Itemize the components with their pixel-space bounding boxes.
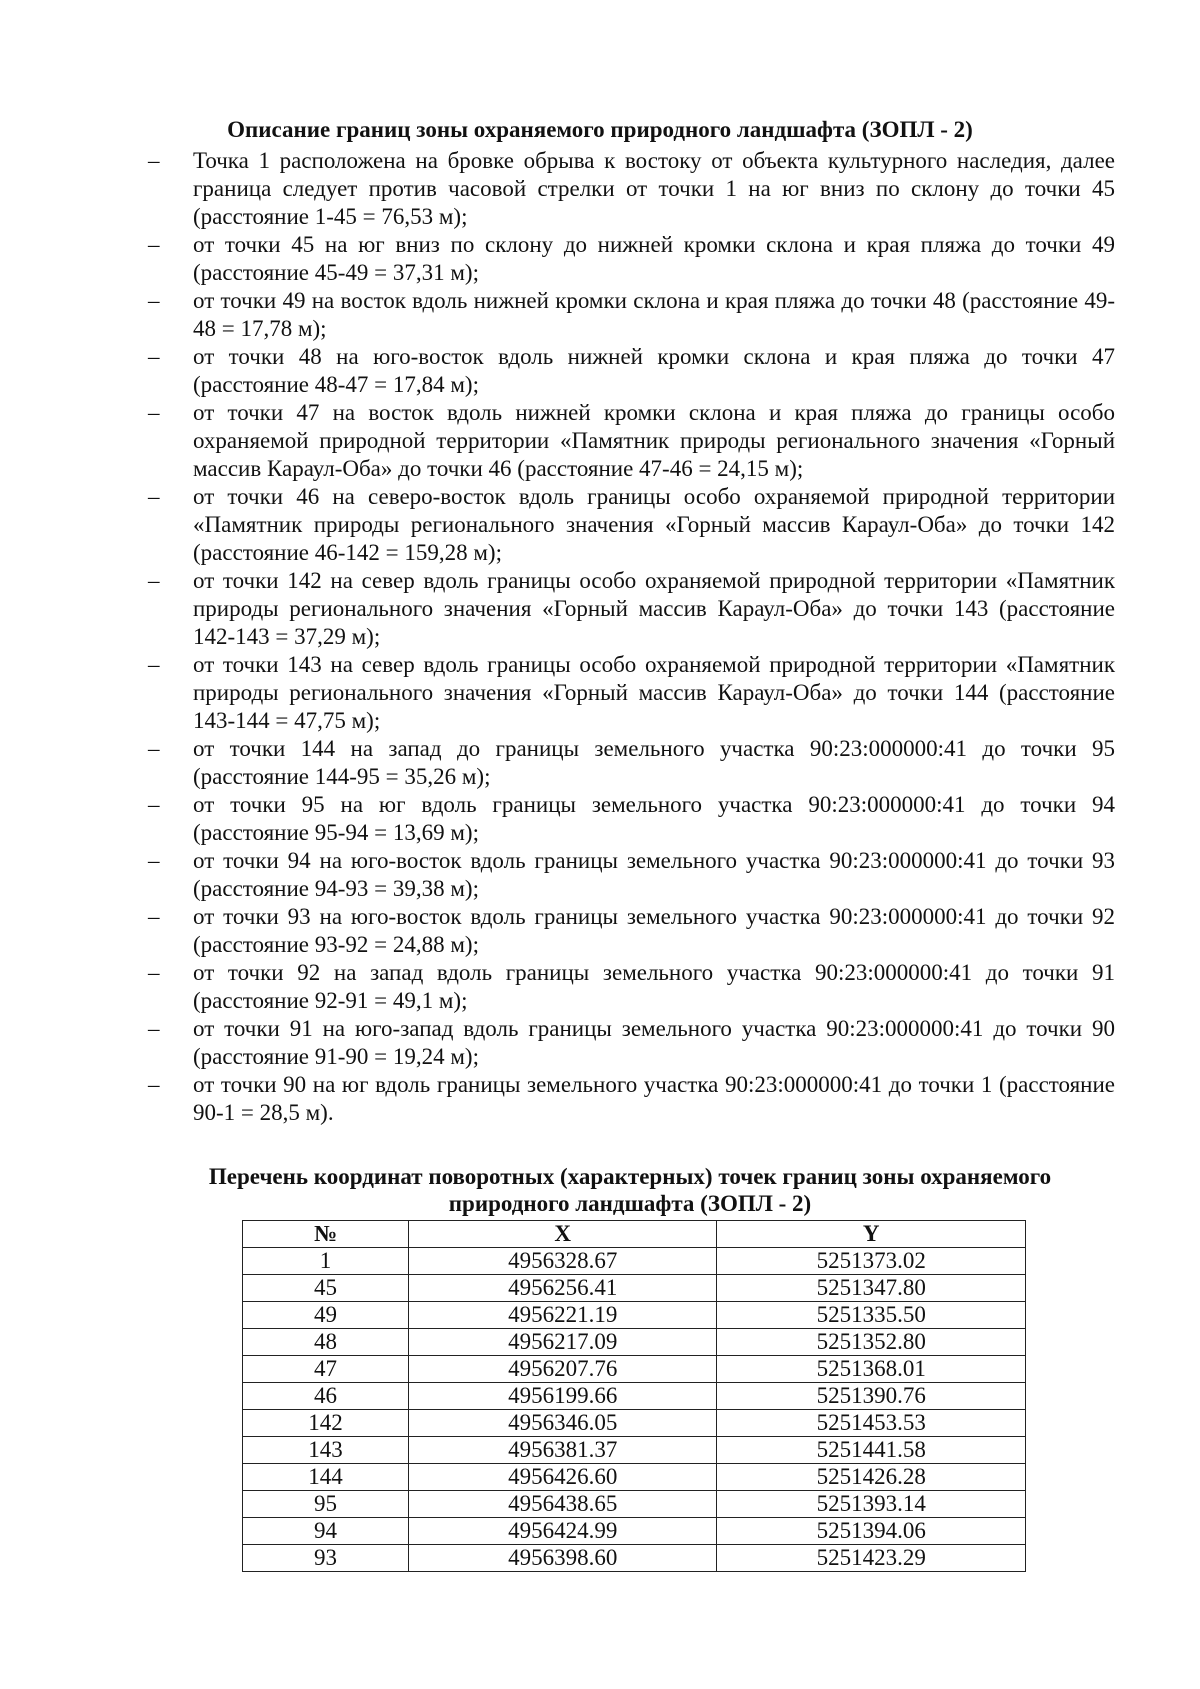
bullet-dash: – — [148, 148, 160, 173]
boundary-description-list — [0, 147, 1200, 1127]
list-item — [0, 735, 1115, 791]
list-item-text: от точки 45 на юг вниз по склону до нижней кромки склона и края пляжа до точки 49 (расстояние 45-49 = 37,31 м); — [193, 232, 1115, 285]
cell-point-number: 95 — [243, 1491, 409, 1518]
list-item — [0, 847, 1115, 903]
list-item-text: от точки 95 на юг вдоль границы земельного участка 90:23:000000:41 до точки 94 (расстояние 95-94 = 13,69 м); — [193, 792, 1115, 845]
list-item-text: от точки 142 на север вдоль границы особо охраняемой природной территории «Памятник природы регионального значения «Горный массив Караул-Оба» до точки 143 (расстояние 142-143 = 37,29 м); — [193, 568, 1115, 649]
cell-x: 4956438.65 — [409, 1491, 717, 1518]
cell-point-number: 142 — [243, 1410, 409, 1437]
list-item — [0, 959, 1115, 1015]
bullet-dash: – — [148, 652, 160, 677]
list-item-text: от точки 47 на восток вдоль нижней кромки склона и края пляжа до границы особо охраняемой природной территории «Памятник природы регионального значения «Горный массив Караул-Оба» до точки 46 (расстояние 47-46 = 24,15 м); — [193, 400, 1115, 481]
list-item — [0, 1015, 1115, 1071]
bullet-dash: – — [148, 848, 160, 873]
list-item-text: от точки 93 на юго-восток вдоль границы земельного участка 90:23:000000:41 до точки 92 (расстояние 93-92 = 24,88 м); — [193, 904, 1115, 957]
column-header-number: № — [243, 1221, 409, 1248]
list-item-text: Точка 1 расположена на бровке обрыва к востоку от объекта культурного наследия, далее граница следует против часовой стрелки от точки 1 на юг вниз по склону до точки 45 (расстояние 1-45 = 76,53 м); — [193, 148, 1115, 229]
cell-point-number: 94 — [243, 1518, 409, 1545]
bullet-dash: – — [148, 400, 160, 425]
cell-x: 4956256.41 — [409, 1275, 717, 1302]
table-header-row — [243, 1221, 1026, 1248]
bullet-dash: – — [148, 1072, 160, 1097]
bullet-dash: – — [148, 344, 160, 369]
bullet-dash: – — [148, 484, 160, 509]
bullet-dash: – — [148, 792, 160, 817]
table-row — [243, 1302, 1026, 1329]
cell-y: 5251352.80 — [717, 1329, 1026, 1356]
table-row — [243, 1410, 1026, 1437]
bullet-dash: – — [148, 568, 160, 593]
cell-y: 5251453.53 — [717, 1410, 1026, 1437]
cell-point-number: 49 — [243, 1302, 409, 1329]
list-item — [0, 147, 1115, 231]
cell-point-number: 47 — [243, 1356, 409, 1383]
list-item-text: от точки 90 на юг вдоль границы земельного участка 90:23:000000:41 до точки 1 (расстояние 90-1 = 28,5 м). — [193, 1072, 1115, 1125]
table-title: Перечень координат поворотных (характерных) точек границ зоны охраняемого природного ландшафта (ЗОПЛ - 2) — [208, 1164, 1052, 1216]
cell-point-number: 143 — [243, 1437, 409, 1464]
table-row — [243, 1329, 1026, 1356]
list-item — [0, 567, 1115, 651]
cell-x: 4956398.60 — [409, 1545, 717, 1572]
table-row — [243, 1356, 1026, 1383]
cell-x: 4956381.37 — [409, 1437, 717, 1464]
cell-x: 4956207.76 — [409, 1356, 717, 1383]
cell-point-number: 144 — [243, 1464, 409, 1491]
cell-y: 5251426.28 — [717, 1464, 1026, 1491]
list-item — [0, 231, 1115, 287]
cell-y: 5251393.14 — [717, 1491, 1026, 1518]
cell-x: 4956424.99 — [409, 1518, 717, 1545]
list-item — [0, 287, 1115, 343]
table-row — [243, 1275, 1026, 1302]
column-header-x: X — [409, 1221, 717, 1248]
cell-y: 5251373.02 — [717, 1248, 1026, 1275]
bullet-dash: – — [148, 736, 160, 761]
cell-point-number: 48 — [243, 1329, 409, 1356]
list-item-text: от точки 92 на запад вдоль границы земельного участка 90:23:000000:41 до точки 91 (расстояние 92-91 = 49,1 м); — [193, 960, 1115, 1013]
cell-x: 4956217.09 — [409, 1329, 717, 1356]
table-row — [243, 1518, 1026, 1545]
list-item — [0, 903, 1115, 959]
cell-point-number: 93 — [243, 1545, 409, 1572]
list-item-text: от точки 143 на север вдоль границы особо охраняемой природной территории «Памятник природы регионального значения «Горный массив Караул-Оба» до точки 144 (расстояние 143-144 = 47,75 м); — [193, 652, 1115, 733]
bullet-dash: – — [148, 1016, 160, 1041]
coordinates-table — [242, 1220, 1026, 1572]
cell-point-number: 1 — [243, 1248, 409, 1275]
cell-x: 4956328.67 — [409, 1248, 717, 1275]
cell-y: 5251368.01 — [717, 1356, 1026, 1383]
list-item-text: от точки 94 на юго-восток вдоль границы земельного участка 90:23:000000:41 до точки 93 (расстояние 94-93 = 39,38 м); — [193, 848, 1115, 901]
cell-x: 4956346.05 — [409, 1410, 717, 1437]
cell-y: 5251335.50 — [717, 1302, 1026, 1329]
list-item-text: от точки 46 на северо-восток вдоль границы особо охраняемой природной территории «Памятник природы регионального значения «Горный массив Караул-Оба» до точки 142 (расстояние 46-142 = 159,28 м); — [193, 484, 1115, 565]
column-header-y: Y — [717, 1221, 1026, 1248]
bullet-dash: – — [148, 288, 160, 313]
bullet-dash: – — [148, 960, 160, 985]
list-item-text: от точки 49 на восток вдоль нижней кромки склона и края пляжа до точки 48 (расстояние 49-48 = 17,78 м); — [193, 288, 1115, 341]
list-item — [0, 1071, 1115, 1127]
table-row — [243, 1248, 1026, 1275]
table-row — [243, 1491, 1026, 1518]
table-row — [243, 1545, 1026, 1572]
cell-y: 5251347.80 — [717, 1275, 1026, 1302]
list-item — [0, 791, 1115, 847]
table-row — [243, 1464, 1026, 1491]
table-row — [243, 1437, 1026, 1464]
list-item — [0, 483, 1115, 567]
cell-x: 4956199.66 — [409, 1383, 717, 1410]
cell-x: 4956221.19 — [409, 1302, 717, 1329]
cell-point-number: 46 — [243, 1383, 409, 1410]
list-item-text: от точки 91 на юго-запад вдоль границы земельного участка 90:23:000000:41 до точки 90 (расстояние 91-90 = 19,24 м); — [193, 1016, 1115, 1069]
cell-point-number: 45 — [243, 1275, 409, 1302]
list-item — [0, 343, 1115, 399]
list-item-text: от точки 144 на запад до границы земельного участка 90:23:000000:41 до точки 95 (расстояние 144-95 = 35,26 м); — [193, 736, 1115, 789]
cell-y: 5251390.76 — [717, 1383, 1026, 1410]
bullet-dash: – — [148, 232, 160, 257]
list-item — [0, 651, 1115, 735]
table-row — [243, 1383, 1026, 1410]
cell-y: 5251423.29 — [717, 1545, 1026, 1572]
list-item-text: от точки 48 на юго-восток вдоль нижней кромки склона и края пляжа до точки 47 (расстояние 48-47 = 17,84 м); — [193, 344, 1115, 397]
bullet-dash: – — [148, 904, 160, 929]
cell-y: 5251441.58 — [717, 1437, 1026, 1464]
cell-x: 4956426.60 — [409, 1464, 717, 1491]
list-item — [0, 399, 1115, 483]
cell-y: 5251394.06 — [717, 1518, 1026, 1545]
document-title: Описание границ зоны охраняемого природного ландшафта (ЗОПЛ - 2) — [227, 117, 973, 142]
